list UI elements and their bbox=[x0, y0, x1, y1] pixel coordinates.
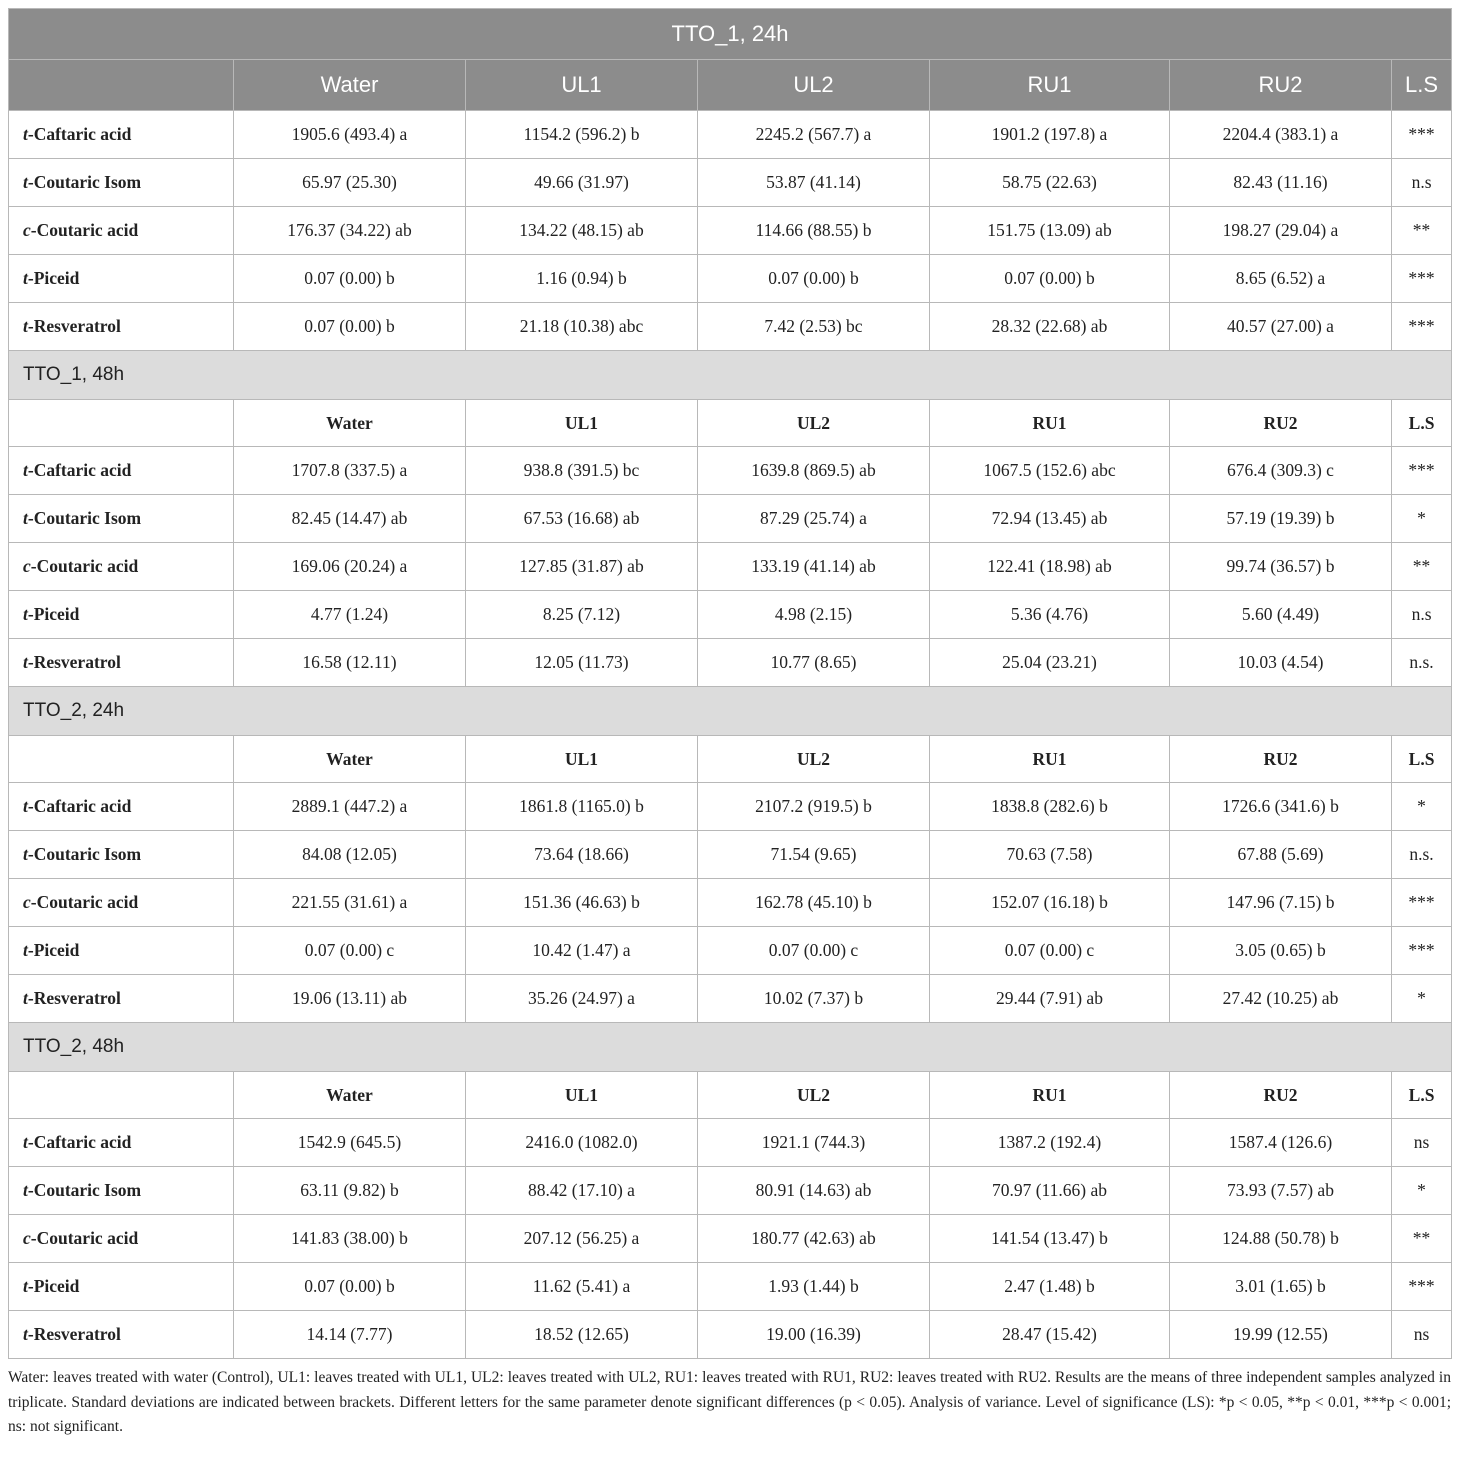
value-cell: 124.88 (50.78) b bbox=[1170, 1215, 1392, 1263]
value-cell: 99.74 (36.57) b bbox=[1170, 543, 1392, 591]
compound-prefix: t bbox=[23, 316, 28, 336]
value-cell: 35.26 (24.97) a bbox=[466, 975, 698, 1023]
column-header-empty bbox=[9, 736, 234, 783]
significance-cell: ns bbox=[1392, 1311, 1452, 1359]
compound-name bbox=[9, 783, 234, 831]
value-cell: 0.07 (0.00) b bbox=[698, 255, 930, 303]
value-cell: 49.66 (31.97) bbox=[466, 159, 698, 207]
significance-cell: *** bbox=[1392, 111, 1452, 159]
table-row bbox=[9, 1215, 1452, 1263]
compound-name bbox=[9, 303, 234, 351]
value-cell: 1901.2 (197.8) a bbox=[930, 111, 1170, 159]
table-row bbox=[9, 159, 1452, 207]
value-cell: 10.03 (4.54) bbox=[1170, 639, 1392, 687]
section-header-row bbox=[9, 1023, 1452, 1072]
column-header: RU2 bbox=[1170, 736, 1392, 783]
compound-label: -Caftaric acid bbox=[27, 1132, 132, 1152]
value-cell: 10.42 (1.47) a bbox=[466, 927, 698, 975]
value-cell: 10.77 (8.65) bbox=[698, 639, 930, 687]
value-cell: 221.55 (31.61) a bbox=[234, 879, 466, 927]
compound-prefix: t bbox=[23, 844, 28, 864]
column-header: UL1 bbox=[466, 736, 698, 783]
value-cell: 2889.1 (447.2) a bbox=[234, 783, 466, 831]
table-row bbox=[9, 879, 1452, 927]
compound-name bbox=[9, 495, 234, 543]
compound-name bbox=[9, 255, 234, 303]
value-cell: 28.32 (22.68) ab bbox=[930, 303, 1170, 351]
value-cell: 29.44 (7.91) ab bbox=[930, 975, 1170, 1023]
value-cell: 28.47 (15.42) bbox=[930, 1311, 1170, 1359]
compound-prefix: t bbox=[23, 1132, 28, 1152]
table-title-row bbox=[9, 9, 1452, 60]
value-cell: 82.45 (14.47) ab bbox=[234, 495, 466, 543]
column-header: L.S bbox=[1392, 736, 1452, 783]
table-row bbox=[9, 783, 1452, 831]
value-cell: 72.94 (13.45) ab bbox=[930, 495, 1170, 543]
value-cell: 122.41 (18.98) ab bbox=[930, 543, 1170, 591]
table-row bbox=[9, 975, 1452, 1023]
value-cell: 0.07 (0.00) b bbox=[234, 255, 466, 303]
value-cell: 14.14 (7.77) bbox=[234, 1311, 466, 1359]
value-cell: 1387.2 (192.4) bbox=[930, 1119, 1170, 1167]
value-cell: 8.65 (6.52) a bbox=[1170, 255, 1392, 303]
column-header: Water bbox=[234, 400, 466, 447]
value-cell: 198.27 (29.04) a bbox=[1170, 207, 1392, 255]
column-header-row bbox=[9, 1072, 1452, 1119]
table-row bbox=[9, 831, 1452, 879]
compound-prefix: t bbox=[23, 172, 28, 192]
value-cell: 3.01 (1.65) b bbox=[1170, 1263, 1392, 1311]
value-cell: 0.07 (0.00) b bbox=[234, 303, 466, 351]
significance-cell: *** bbox=[1392, 1263, 1452, 1311]
column-header: UL2 bbox=[698, 1072, 930, 1119]
table-row bbox=[9, 207, 1452, 255]
section-title: TTO_1, 48h bbox=[9, 351, 1452, 400]
compound-prefix: c bbox=[23, 220, 31, 240]
compound-name bbox=[9, 879, 234, 927]
value-cell: 4.77 (1.24) bbox=[234, 591, 466, 639]
value-cell: 1.93 (1.44) b bbox=[698, 1263, 930, 1311]
significance-cell: ** bbox=[1392, 207, 1452, 255]
compound-label: -Piceid bbox=[27, 604, 80, 624]
table-row bbox=[9, 591, 1452, 639]
table-row bbox=[9, 639, 1452, 687]
value-cell: 1921.1 (744.3) bbox=[698, 1119, 930, 1167]
value-cell: 1726.6 (341.6) b bbox=[1170, 783, 1392, 831]
value-cell: 7.42 (2.53) bc bbox=[698, 303, 930, 351]
value-cell: 180.77 (42.63) ab bbox=[698, 1215, 930, 1263]
column-header-empty bbox=[9, 60, 234, 111]
section-header-row bbox=[9, 351, 1452, 400]
value-cell: 5.36 (4.76) bbox=[930, 591, 1170, 639]
value-cell: 1861.8 (1165.0) b bbox=[466, 783, 698, 831]
value-cell: 1707.8 (337.5) a bbox=[234, 447, 466, 495]
value-cell: 19.06 (13.11) ab bbox=[234, 975, 466, 1023]
significance-cell: * bbox=[1392, 495, 1452, 543]
value-cell: 53.87 (41.14) bbox=[698, 159, 930, 207]
significance-cell: * bbox=[1392, 975, 1452, 1023]
value-cell: 88.42 (17.10) a bbox=[466, 1167, 698, 1215]
value-cell: 12.05 (11.73) bbox=[466, 639, 698, 687]
table-footnote: Water: leaves treated with water (Control), UL1: leaves treated with UL1, UL2: leaves treated with UL2, RU1: leaves treated with RU1, RU2: leaves treated with RU2. Results are the means of three independent samples analyzed in triplicate. Standard deviations are indicated between brackets. Different letters for the same parameter denote significant differences (p < 0.05). Analysis of variance. Level of significance (LS): *p < 0.05, **p < 0.01, ***p < 0.001; ns: not significant. bbox=[8, 1369, 1451, 1435]
value-cell: 27.42 (10.25) ab bbox=[1170, 975, 1392, 1023]
significance-cell: ** bbox=[1392, 543, 1452, 591]
value-cell: 1154.2 (596.2) b bbox=[466, 111, 698, 159]
value-cell: 114.66 (88.55) b bbox=[698, 207, 930, 255]
compound-prefix: t bbox=[23, 1324, 28, 1344]
significance-cell: *** bbox=[1392, 879, 1452, 927]
column-header: L.S bbox=[1392, 60, 1452, 111]
column-header: Water bbox=[234, 60, 466, 111]
column-header: Water bbox=[234, 1072, 466, 1119]
value-cell: 16.58 (12.11) bbox=[234, 639, 466, 687]
value-cell: 2416.0 (1082.0) bbox=[466, 1119, 698, 1167]
compound-label: -Caftaric acid bbox=[27, 124, 132, 144]
table-row bbox=[9, 1167, 1452, 1215]
value-cell: 87.29 (25.74) a bbox=[698, 495, 930, 543]
table-row bbox=[9, 543, 1452, 591]
value-cell: 176.37 (34.22) ab bbox=[234, 207, 466, 255]
compound-name bbox=[9, 1167, 234, 1215]
value-cell: 21.18 (10.38) abc bbox=[466, 303, 698, 351]
column-header: Water bbox=[234, 736, 466, 783]
value-cell: 151.36 (46.63) b bbox=[466, 879, 698, 927]
compound-label: -Resveratrol bbox=[27, 988, 121, 1008]
significance-cell: n.s bbox=[1392, 591, 1452, 639]
compound-prefix: c bbox=[23, 1228, 31, 1248]
column-header: UL2 bbox=[698, 60, 930, 111]
value-cell: 0.07 (0.00) c bbox=[234, 927, 466, 975]
column-header-row bbox=[9, 400, 1452, 447]
compound-label: -Coutaric acid bbox=[30, 556, 139, 576]
value-cell: 70.97 (11.66) ab bbox=[930, 1167, 1170, 1215]
significance-cell: *** bbox=[1392, 447, 1452, 495]
value-cell: 1542.9 (645.5) bbox=[234, 1119, 466, 1167]
value-cell: 67.88 (5.69) bbox=[1170, 831, 1392, 879]
significance-cell: *** bbox=[1392, 927, 1452, 975]
value-cell: 1639.8 (869.5) ab bbox=[698, 447, 930, 495]
significance-cell: n.s. bbox=[1392, 831, 1452, 879]
compound-prefix: t bbox=[23, 1180, 28, 1200]
value-cell: 57.19 (19.39) b bbox=[1170, 495, 1392, 543]
value-cell: 169.06 (20.24) a bbox=[234, 543, 466, 591]
value-cell: 1838.8 (282.6) b bbox=[930, 783, 1170, 831]
value-cell: 0.07 (0.00) c bbox=[698, 927, 930, 975]
column-header: RU1 bbox=[930, 736, 1170, 783]
results-table bbox=[8, 8, 1452, 1359]
column-header: UL1 bbox=[466, 1072, 698, 1119]
value-cell: 80.91 (14.63) ab bbox=[698, 1167, 930, 1215]
column-header: RU2 bbox=[1170, 400, 1392, 447]
compound-prefix: t bbox=[23, 604, 28, 624]
column-header: RU1 bbox=[930, 400, 1170, 447]
compound-name bbox=[9, 111, 234, 159]
compound-prefix: t bbox=[23, 940, 28, 960]
value-cell: 147.96 (7.15) b bbox=[1170, 879, 1392, 927]
value-cell: 1587.4 (126.6) bbox=[1170, 1119, 1392, 1167]
value-cell: 8.25 (7.12) bbox=[466, 591, 698, 639]
value-cell: 25.04 (23.21) bbox=[930, 639, 1170, 687]
value-cell: 82.43 (11.16) bbox=[1170, 159, 1392, 207]
table-row bbox=[9, 1119, 1452, 1167]
compound-prefix: t bbox=[23, 268, 28, 288]
value-cell: 84.08 (12.05) bbox=[234, 831, 466, 879]
value-cell: 133.19 (41.14) ab bbox=[698, 543, 930, 591]
significance-cell: ** bbox=[1392, 1215, 1452, 1263]
value-cell: 0.07 (0.00) b bbox=[930, 255, 1170, 303]
value-cell: 0.07 (0.00) c bbox=[930, 927, 1170, 975]
value-cell: 141.54 (13.47) b bbox=[930, 1215, 1170, 1263]
value-cell: 10.02 (7.37) b bbox=[698, 975, 930, 1023]
value-cell: 2.47 (1.48) b bbox=[930, 1263, 1170, 1311]
column-header-row bbox=[9, 60, 1452, 111]
compound-name bbox=[9, 831, 234, 879]
column-header: UL2 bbox=[698, 400, 930, 447]
column-header: L.S bbox=[1392, 1072, 1452, 1119]
compound-prefix: c bbox=[23, 892, 31, 912]
value-cell: 134.22 (48.15) ab bbox=[466, 207, 698, 255]
value-cell: 1.16 (0.94) b bbox=[466, 255, 698, 303]
compound-label: -Caftaric acid bbox=[27, 796, 132, 816]
value-cell: 151.75 (13.09) ab bbox=[930, 207, 1170, 255]
compound-prefix: t bbox=[23, 988, 28, 1008]
column-header: RU2 bbox=[1170, 1072, 1392, 1119]
compound-prefix: t bbox=[23, 460, 28, 480]
column-header: UL1 bbox=[466, 60, 698, 111]
compound-name bbox=[9, 1215, 234, 1263]
column-header: RU1 bbox=[930, 1072, 1170, 1119]
value-cell: 40.57 (27.00) a bbox=[1170, 303, 1392, 351]
column-header: UL1 bbox=[466, 400, 698, 447]
compound-name bbox=[9, 927, 234, 975]
compound-name bbox=[9, 975, 234, 1023]
compound-label: -Resveratrol bbox=[27, 1324, 121, 1344]
document bbox=[8, 8, 1451, 1440]
column-header: UL2 bbox=[698, 736, 930, 783]
value-cell: 207.12 (56.25) a bbox=[466, 1215, 698, 1263]
compound-label: -Piceid bbox=[27, 940, 80, 960]
value-cell: 19.00 (16.39) bbox=[698, 1311, 930, 1359]
table-row bbox=[9, 303, 1452, 351]
value-cell: 1905.6 (493.4) a bbox=[234, 111, 466, 159]
significance-cell: n.s bbox=[1392, 159, 1452, 207]
value-cell: 73.64 (18.66) bbox=[466, 831, 698, 879]
significance-cell: *** bbox=[1392, 303, 1452, 351]
significance-cell: *** bbox=[1392, 255, 1452, 303]
compound-label: -Coutaric Isom bbox=[27, 508, 142, 528]
compound-prefix: t bbox=[23, 652, 28, 672]
table-row bbox=[9, 1263, 1452, 1311]
compound-label: -Resveratrol bbox=[27, 652, 121, 672]
value-cell: 70.63 (7.58) bbox=[930, 831, 1170, 879]
compound-label: -Coutaric Isom bbox=[27, 1180, 142, 1200]
section-header-row bbox=[9, 687, 1452, 736]
value-cell: 18.52 (12.65) bbox=[466, 1311, 698, 1359]
column-header: RU2 bbox=[1170, 60, 1392, 111]
compound-label: -Caftaric acid bbox=[27, 460, 132, 480]
column-header: L.S bbox=[1392, 400, 1452, 447]
compound-name bbox=[9, 639, 234, 687]
value-cell: 65.97 (25.30) bbox=[234, 159, 466, 207]
value-cell: 63.11 (9.82) b bbox=[234, 1167, 466, 1215]
value-cell: 141.83 (38.00) b bbox=[234, 1215, 466, 1263]
compound-label: -Piceid bbox=[27, 268, 80, 288]
compound-label: -Piceid bbox=[27, 1276, 80, 1296]
value-cell: 1067.5 (152.6) abc bbox=[930, 447, 1170, 495]
value-cell: 676.4 (309.3) c bbox=[1170, 447, 1392, 495]
value-cell: 152.07 (16.18) b bbox=[930, 879, 1170, 927]
compound-name bbox=[9, 1311, 234, 1359]
compound-name bbox=[9, 1119, 234, 1167]
significance-cell: * bbox=[1392, 783, 1452, 831]
compound-name bbox=[9, 591, 234, 639]
column-header-empty bbox=[9, 400, 234, 447]
value-cell: 5.60 (4.49) bbox=[1170, 591, 1392, 639]
value-cell: 19.99 (12.55) bbox=[1170, 1311, 1392, 1359]
table-row bbox=[9, 111, 1452, 159]
compound-name bbox=[9, 543, 234, 591]
compound-prefix: c bbox=[23, 556, 31, 576]
compound-name bbox=[9, 159, 234, 207]
value-cell: 127.85 (31.87) ab bbox=[466, 543, 698, 591]
value-cell: 2107.2 (919.5) b bbox=[698, 783, 930, 831]
compound-prefix: t bbox=[23, 1276, 28, 1296]
value-cell: 11.62 (5.41) a bbox=[466, 1263, 698, 1311]
compound-prefix: t bbox=[23, 124, 28, 144]
compound-name bbox=[9, 1263, 234, 1311]
compound-label: -Coutaric acid bbox=[30, 892, 139, 912]
section-title: TTO_2, 24h bbox=[9, 687, 1452, 736]
value-cell: 71.54 (9.65) bbox=[698, 831, 930, 879]
significance-cell: ns bbox=[1392, 1119, 1452, 1167]
significance-cell: n.s. bbox=[1392, 639, 1452, 687]
table-row bbox=[9, 495, 1452, 543]
compound-name bbox=[9, 207, 234, 255]
section-title: TTO_2, 48h bbox=[9, 1023, 1452, 1072]
section-title: TTO_1, 24h bbox=[9, 9, 1452, 60]
table-row bbox=[9, 927, 1452, 975]
compound-label: -Coutaric Isom bbox=[27, 844, 142, 864]
table-row bbox=[9, 447, 1452, 495]
value-cell: 58.75 (22.63) bbox=[930, 159, 1170, 207]
table-row bbox=[9, 1311, 1452, 1359]
compound-prefix: t bbox=[23, 796, 28, 816]
significance-cell: * bbox=[1392, 1167, 1452, 1215]
compound-prefix: t bbox=[23, 508, 28, 528]
value-cell: 3.05 (0.65) b bbox=[1170, 927, 1392, 975]
value-cell: 938.8 (391.5) bc bbox=[466, 447, 698, 495]
table-row bbox=[9, 255, 1452, 303]
column-header-row bbox=[9, 736, 1452, 783]
value-cell: 0.07 (0.00) b bbox=[234, 1263, 466, 1311]
compound-label: -Resveratrol bbox=[27, 316, 121, 336]
value-cell: 2204.4 (383.1) a bbox=[1170, 111, 1392, 159]
value-cell: 67.53 (16.68) ab bbox=[466, 495, 698, 543]
column-header-empty bbox=[9, 1072, 234, 1119]
compound-name bbox=[9, 447, 234, 495]
compound-label: -Coutaric acid bbox=[30, 220, 139, 240]
compound-label: -Coutaric acid bbox=[30, 1228, 139, 1248]
column-header: RU1 bbox=[930, 60, 1170, 111]
value-cell: 162.78 (45.10) b bbox=[698, 879, 930, 927]
value-cell: 73.93 (7.57) ab bbox=[1170, 1167, 1392, 1215]
compound-label: -Coutaric Isom bbox=[27, 172, 142, 192]
value-cell: 2245.2 (567.7) a bbox=[698, 111, 930, 159]
value-cell: 4.98 (2.15) bbox=[698, 591, 930, 639]
